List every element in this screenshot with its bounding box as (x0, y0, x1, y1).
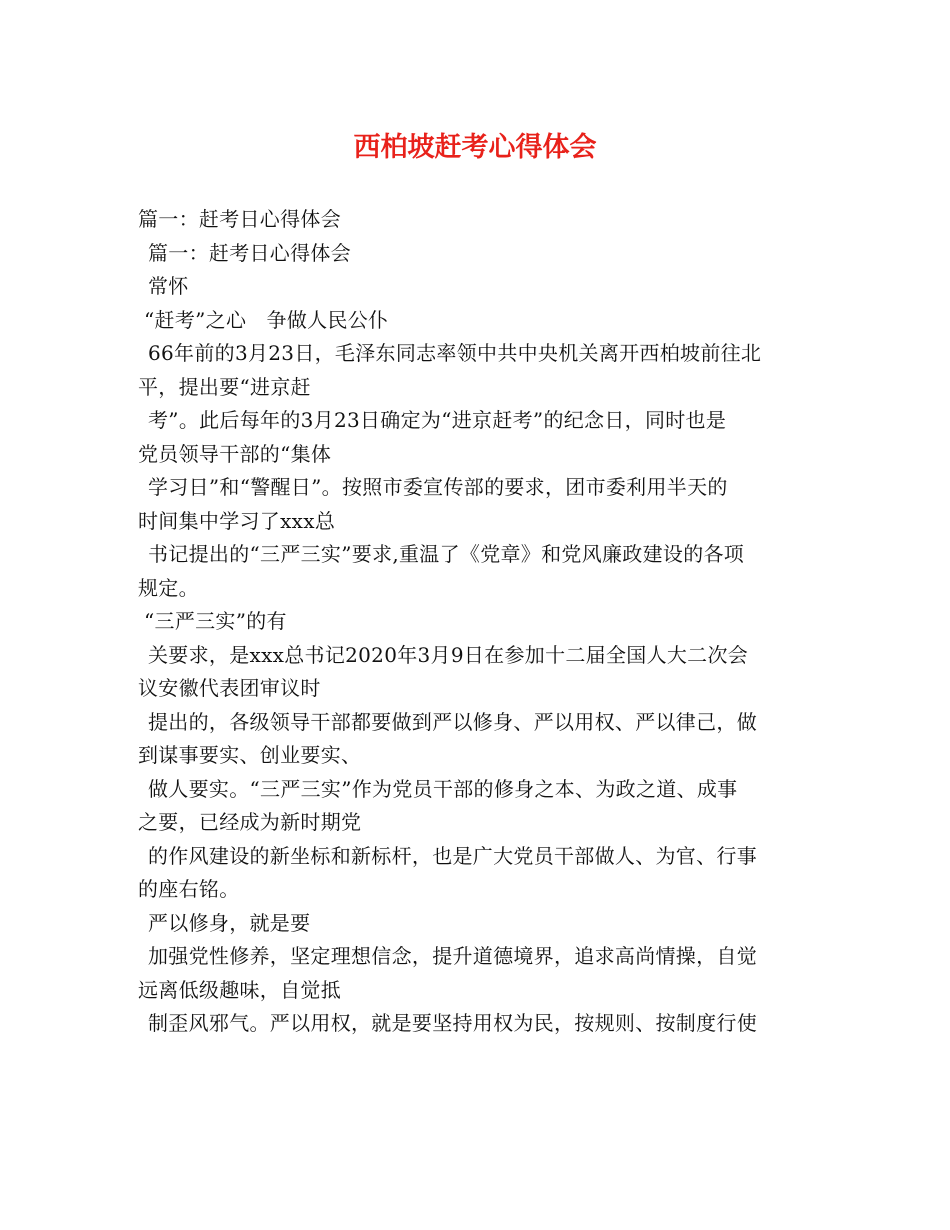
body-line: 到谋事要实、创业要实、 (138, 743, 362, 767)
body-line: 书记提出的“三严三实”要求,重温了《党章》和党风廉政建设的各项 (148, 542, 745, 566)
body-line: 制歪风邪气。严以用权，就是要坚持用权为民，按规则、按制度行使 (148, 1011, 757, 1035)
body-line: 常怀 (148, 274, 189, 298)
body-line: 篇一：赶考日心得体会 (148, 240, 351, 265)
body-line: 考”。此后每年的3月23日确定为“进京赶考”的纪念日，同时也是 (148, 408, 727, 432)
body-line: 的作风建设的新坐标和新标杆，也是广大党员干部做人、为官、行事 (148, 843, 757, 868)
body-line: 时间集中学习了xxx总 (138, 508, 336, 533)
body-line: 平，提出要“进京赶 (138, 374, 311, 399)
body-line: 远离低级趣味，自觉抵 (138, 977, 341, 1002)
body-line: 议安徽代表团审议时 (138, 676, 321, 700)
body-line: 学习日”和“警醒日”。按照市委宣传部的要求，团市委利用半天的 (148, 475, 728, 499)
body-line: 做人要实。“三严三实”作为党员干部的修身之本、为政之道、成事 (148, 776, 738, 801)
body-line: 篇一：赶考日心得体会 (138, 207, 341, 231)
body-line: 提出的，各级领导干部都要做到严以修身、严以用权、严以律己，做 (148, 709, 757, 734)
body-line: 严以修身，就是要 (148, 910, 311, 935)
body-line: 规定。 (138, 575, 199, 600)
body-line: 加强党性修养，坚定理想信念，提升道德境界，追求高尚情操，自觉 (148, 944, 757, 968)
body-line: 的座右铭。 (138, 877, 240, 901)
body-line: “赶考”之心 争做人民公仆 (144, 307, 389, 332)
document-title: 西柏坡赶考心得体会 (353, 132, 597, 163)
document-body (138, 203, 818, 1041)
body-line: 之要，已经成为新时期党 (138, 810, 362, 834)
body-line: “三严三实”的有 (144, 609, 287, 633)
body-line: 关要求，是xxx总书记2020年3月9日在参加十二届全国人大二次会 (148, 642, 749, 667)
body-line: 66年前的3月23日，毛泽东同志率领中共中央机关离开西柏坡前往北 (148, 341, 762, 365)
body-line: 党员领导干部的“集体 (138, 441, 332, 466)
